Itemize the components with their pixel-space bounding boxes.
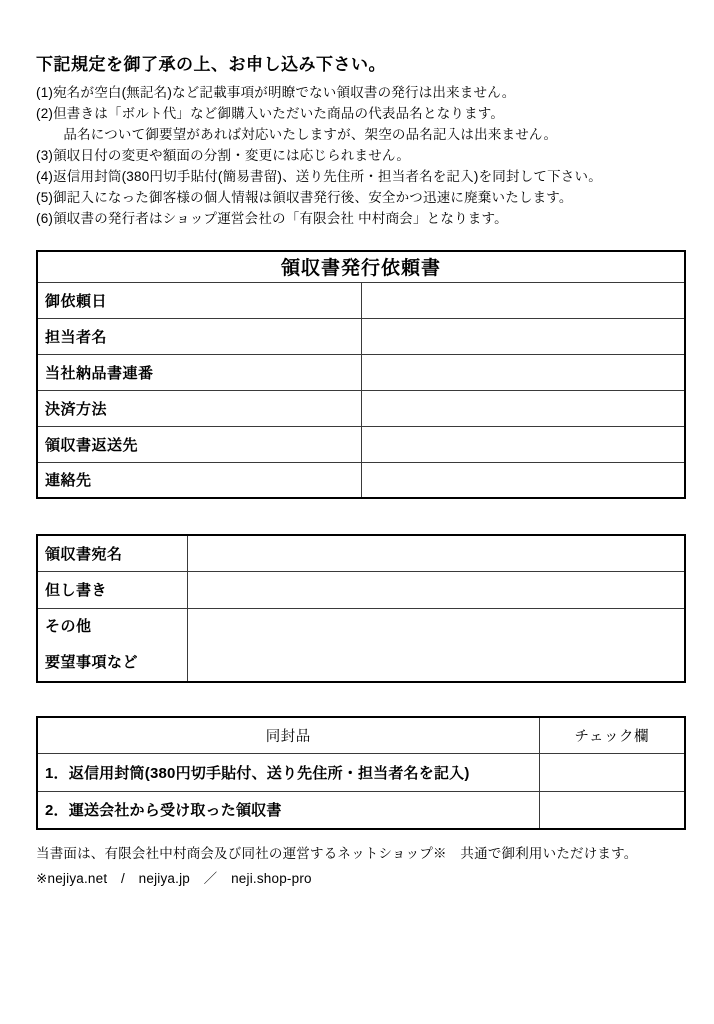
request-form-table [36, 250, 686, 499]
term-line-2: (2)但書きは「ボルト代」など御購入いただいた商品の代表品名となります。 [36, 106, 505, 121]
table-row-request-date [37, 282, 685, 318]
label-receipt-return-address: 領収書返送先 [37, 426, 361, 462]
label-delivery-slip-number: 当社納品書連番 [37, 354, 361, 390]
table-row-payment-method [37, 390, 685, 426]
table-row-proviso [37, 571, 685, 608]
check-cell-1 [539, 753, 685, 791]
label-receipt-addressee: 領収書宛名 [37, 535, 187, 571]
table-row-receipt-addressee [37, 535, 685, 571]
enclosure-item-1: 1．返信用封筒(380円切手貼付、送り先住所・担当者名を記入) [37, 753, 539, 791]
enclosures-header-row [37, 717, 685, 753]
page-title: 下記規定を御了承の上、お申し込み下さい。 [36, 55, 386, 74]
label-request-date: 御依頼日 [37, 282, 361, 318]
footer-note: 当書面は、有限会社中村商会及び同社の運営するネットショップ※ 共通で御利用いただけます。 [36, 846, 638, 861]
term-line-4: (4)返信用封筒(380円切手貼付(簡易書留)、送り先住所・担当者名を記入)を同封して下さい。 [36, 169, 602, 184]
label-payment-method: 決済方法 [37, 390, 361, 426]
receipt-details-table [36, 534, 686, 683]
check-cell-2 [539, 791, 685, 829]
value-cell-staff-name [361, 318, 685, 354]
footer-shop-urls: ※nejiya.net / nejiya.jp ／ neji.shop-pro [36, 871, 312, 886]
terms-list [36, 82, 686, 229]
value-cell-delivery-slip-number [361, 354, 685, 390]
table-row-delivery-slip-number [37, 354, 685, 390]
enclosures-table [36, 716, 686, 830]
term-line-6: (6)領収書の発行者はショップ運営会社の「有限会社 中村商会」となります。 [36, 211, 508, 226]
value-cell-contact [361, 462, 685, 498]
term-line-5: (5)御記入になった御客様の個人情報は領収書発行後、安全かつ迅速に廃棄いたします。 [36, 190, 573, 205]
term-line-1: (1)宛名が空白(無記名)など記載事項が明瞭でない領収書の発行は出来ません。 [36, 85, 516, 100]
table-row-enclosure-2 [37, 791, 685, 829]
table-row-staff-name [37, 318, 685, 354]
value-cell-proviso [187, 571, 685, 608]
value-cell-other-requests [187, 608, 685, 682]
header-enclosed-items: 同封品 [37, 717, 539, 753]
label-other-requests-line1: その他 [45, 617, 92, 635]
table-row-enclosure-1 [37, 753, 685, 791]
label-proviso: 但し書き [37, 571, 187, 608]
table-row-other-requests [37, 608, 685, 682]
value-cell-payment-method [361, 390, 685, 426]
label-other-requests [37, 608, 187, 682]
form-title: 領収書発行依頼書 [37, 251, 685, 282]
table-row-contact [37, 462, 685, 498]
table-row-receipt-return-address [37, 426, 685, 462]
label-other-requests-line2: 要望事項など [45, 653, 139, 671]
term-line-3: (3)領収日付の変更や額面の分割・変更には応じられません。 [36, 148, 411, 163]
value-cell-receipt-addressee [187, 535, 685, 571]
term-line-2-continued: 品名について御要望があれば対応いたしますが、架空の品名記入は出来ません。 [36, 127, 558, 142]
header-check-column: チェック欄 [539, 717, 685, 753]
form-title-row [37, 251, 685, 282]
value-cell-receipt-return-address [361, 426, 685, 462]
label-contact: 連絡先 [37, 462, 361, 498]
value-cell-request-date [361, 282, 685, 318]
enclosure-item-2: 2．運送会社から受け取った領収書 [37, 791, 539, 829]
label-staff-name: 担当者名 [37, 318, 361, 354]
